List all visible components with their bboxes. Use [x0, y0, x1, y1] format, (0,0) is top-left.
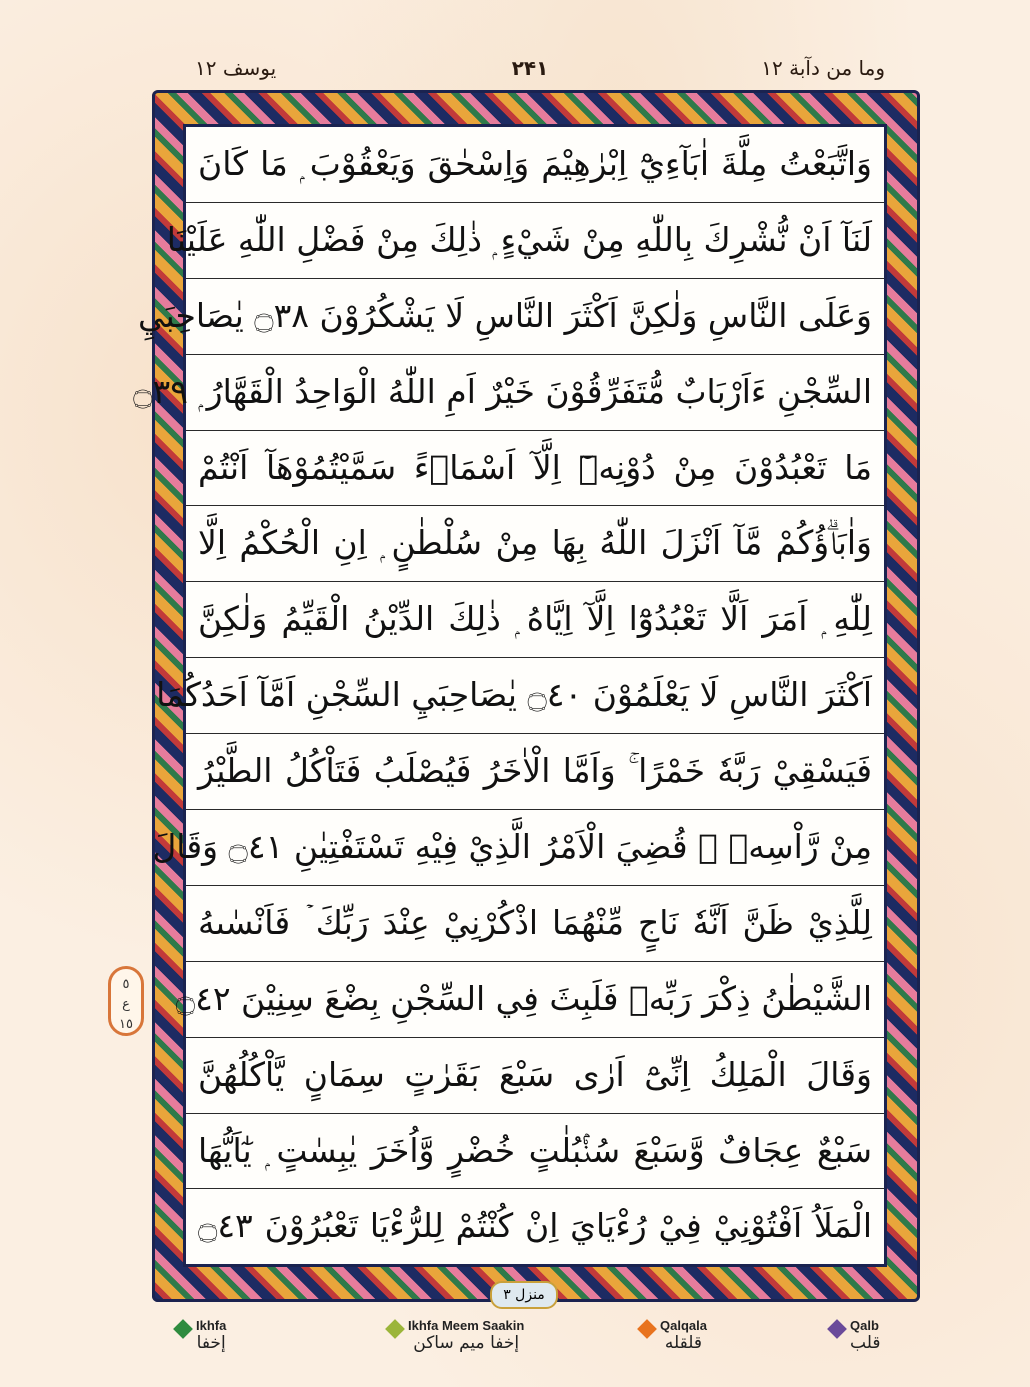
verse-line: وَعَلَى النَّاسِ وَلٰكِنَّ اَكْثَرَ النَّاسِ لَا يَشْكُرُوْنَ ۝٣٨ يٰصَاحِبَيِ — [186, 279, 884, 355]
verse-line: لِلّٰهِ ۭ اَمَرَ اَلَّا تَعْبُدُوْٓا اِلَّآ اِيَّاهُ ۭ ذٰلِكَ الدِّيْنُ الْقَيِّمُ وَلٰكِنَّ — [186, 582, 884, 658]
verse-line: مِنْ رَّاْسِهٖ ۭ قُضِيَ الْاَمْرُ الَّذِيْ فِيْهِ تَسْتَفْتِيٰنِ ۝٤١ وَقَالَ — [186, 810, 884, 886]
verse-line: وَقَالَ الْمَلِكُ اِنِّىْٓ اَرٰى سَبْعَ بَقَرٰتٍ سِمَانٍ يَّاْكُلُهُنَّ — [186, 1038, 884, 1114]
surah-title: يوسف ۱۲ — [195, 56, 277, 80]
verse-line: مَا تَعْبُدُوْنَ مِنْ دُوْنِهٖٓ اِلَّآ اَسْمَاۗءً سَمَّيْتُمُوْهَآ اَنْتُمْ — [186, 431, 884, 507]
ruku-count: ١٥ — [119, 1017, 133, 1032]
legend-item — [830, 1318, 880, 1353]
verse-line: اَكْثَرَ النَّاسِ لَا يَعْلَمُوْنَ ۝٤٠ يٰصَاحِبَيِ السِّجْنِ اَمَّآ اَحَدُكُمَا — [186, 658, 884, 734]
verse-line: وَاٰبَاۗؤُكُمْ مَّآ اَنْزَلَ اللّٰهُ بِهَا مِنْ سُلْطٰنٍ ۭ اِنِ الْحُكْمُ اِلَّا — [186, 506, 884, 582]
legend-english: Qalqala — [660, 1318, 707, 1333]
verse-line: لَنَآ اَنْ نُّشْرِكَ بِاللّٰهِ مِنْ شَيْءٍ ۭ ذٰلِكَ مِنْ فَضْلِ اللّٰهِ عَلَيْنَا — [186, 203, 884, 279]
legend-english: Ikhfa — [196, 1318, 227, 1333]
verse-line: الْمَلَاُ اَفْتُوْنِيْ فِيْ رُءْيَايَ اِنْ كُنْتُمْ لِلرُّءْيَا تَعْبُرُوْنَ ۝٤٣ — [198, 1206, 872, 1246]
legend-arabic: قلب — [850, 1333, 881, 1353]
legend-english: Ikhfa Meem Saakin — [408, 1318, 525, 1333]
verse-line: لِلَّذِيْ ظَنَّ اَنَّهٗ نَاجٍ مِّنْهُمَا اذْكُرْنِيْ عِنْدَ رَبِّكَ ۡ فَاَنْسٰىهُ — [186, 886, 884, 962]
ruku-number: ٥ — [122, 977, 130, 992]
verse-line: وَاتَّبَعْتُ مِلَّةَ اٰبَآءِيْٓ اِبْرٰهِيْمَ وَاِسْحٰقَ وَيَعْقُوْبَ ۭ مَا كَانَ — [186, 127, 884, 203]
diamond-icon — [385, 1319, 405, 1339]
verse-line: الشَّيْطٰنُ ذِكْرَ رَبِّهٖ فَلَبِثَ فِي السِّجْنِ بِضْعَ سِنِيْنَ ۝٤٢ — [186, 962, 884, 1038]
ruku-medallion — [108, 966, 144, 1036]
verse-line: فَيَسْقِيْ رَبَّهٗ خَمْرًا ۚ وَاَمَّا الْاٰخَرُ فَيُصْلَبُ فَتَاْكُلُ الطَّيْرُ — [186, 734, 884, 810]
legend-item — [388, 1318, 524, 1353]
legend-item — [640, 1318, 707, 1353]
legend-arabic: إخفا ميم ساكن — [413, 1333, 520, 1353]
legend-arabic: قلقله — [664, 1333, 703, 1353]
legend-arabic: إخفا — [196, 1333, 226, 1353]
juz-title: وما من دآبة ۱۲ — [761, 56, 885, 80]
page-number: ۲۴۱ — [511, 56, 549, 80]
diamond-icon — [637, 1319, 657, 1339]
diamond-icon — [173, 1319, 193, 1339]
verse-line: سَبْعٌ عِجَافٌ وَّسَبْعَ سُنْۢبُلٰتٍ خُضْرٍ وَّاُخَرَ يٰبِسٰتٍ ۭ يٰٓاَيُّهَا — [186, 1114, 884, 1190]
legend-english: Qalb — [850, 1318, 879, 1333]
diamond-icon — [827, 1319, 847, 1339]
legend-item — [176, 1318, 226, 1353]
manzil-label: منزل ۳ — [490, 1281, 558, 1309]
ruku-sign: ع — [122, 997, 130, 1012]
verse-line: السِّجْنِ ءَاَرْبَابٌ مُّتَفَرِّقُوْنَ خَيْرٌ اَمِ اللّٰهُ الْوَاحِدُ الْقَهَّارُ ۭ ۝٣٩ — [186, 355, 884, 431]
text-area — [133, 124, 887, 1267]
